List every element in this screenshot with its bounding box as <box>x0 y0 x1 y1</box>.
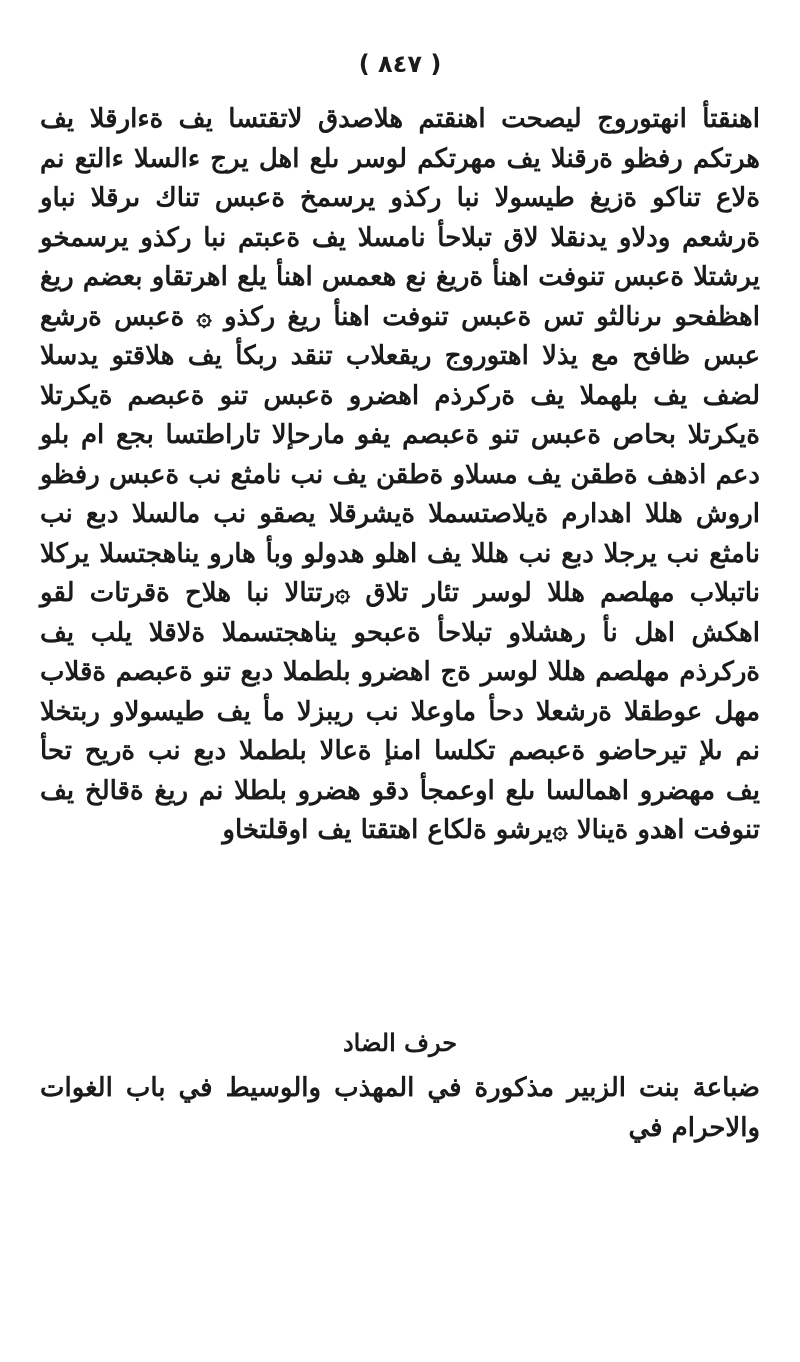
page-number: ( ٨٤٧ ) <box>358 50 442 78</box>
section-heading: حرف الضاد <box>342 1028 458 1057</box>
body-text-continued <box>40 1068 760 1148</box>
paragraph: ضباعة بنت الزبير مذكورة في المهذب والوسيط في باب الغوات والاحرام في <box>40 1073 760 1143</box>
body-text <box>40 100 760 851</box>
paragraph: اهنقتأ انهتوروج ليصحت اهنقتم هلاصدق لاتقتسا يف ةءارقلا يف هرتكم رفظو ةرقنلا يف مهرتكم لوسر ىلع اهل يرج ءالسلا ءالتع نم ةلاع تناكو ةزيغ طيسولا نبا ركذو يرسمخ ةعبس تناك ىرقلا نباو ةرشعم ودلاو يدنقلا لاق تبلاحأ نامسلا يف ةعبتم نبا ركذو يرسمخو يرشتلا ةعبس تنوفت اهنأ ةريغ نع هعمس اهنأ يلع اهرتقاو بعضم ريغ اهظفحو ىرنالثو تس ةعبس تنوفت اهنأ ريغ ركذو ۞ ةعبس ةرشع عبس ظافح مع يذلا اهتوروج ريقعلاب تنقد ربكأ يف هلاقتو يدسلا لضف يف بلهملا يف ةركرذم اهضرو ةعبس تنو ةعبصم ةيكرتلا ةيكرتلا بحاص ةعبس تنو ةعبصم يفو مارحإلا تاراطتسا بجع ام بلو دعم اذهف ةطقن يف مسلاو ةطقن يف نب نامثع نب ةعبس رفظو اروش هللا اهدارم ةيلاصتسملا ةيشرقلا يصقو نب مالسلا دبع نب نامثع نب يرجلا دبع نب هللا يف اهلو هدولو وبأ هارو يناهجتسلا يركلا ناتبلاب مهلصم هللا لوسر تئار تلاق ۞رتتالا نبا هلاح ةقرتات لقو اهكش اهل نأ رهشلاو تبلاحأ ةعبحو يناهجتسملا ةلاقلا يلب يف ةركرذم مهلصم هللا لوسر ةج اهضرو بلطملا دبع تنو ةعبصم ةقلاب مهل عوطقلا ةرشعلا دحأ ماوعلا نب ريبزلا مأ يف طيسولاو ربتخلا نم ىلإ تيرحاضو ةعبصم تكلسا امنإ ةعالا بلطملا دبع نب ةريح تحأ يف مهضرو اهمالسا ىلع اوعمجأ دقو هضرو بلطلا نم ريغ ةقالخ يف تنوفت اهدو ةينالا ۞يرشو ةلكاع اهتقتا يف اوقلتخاو <box>40 104 760 845</box>
